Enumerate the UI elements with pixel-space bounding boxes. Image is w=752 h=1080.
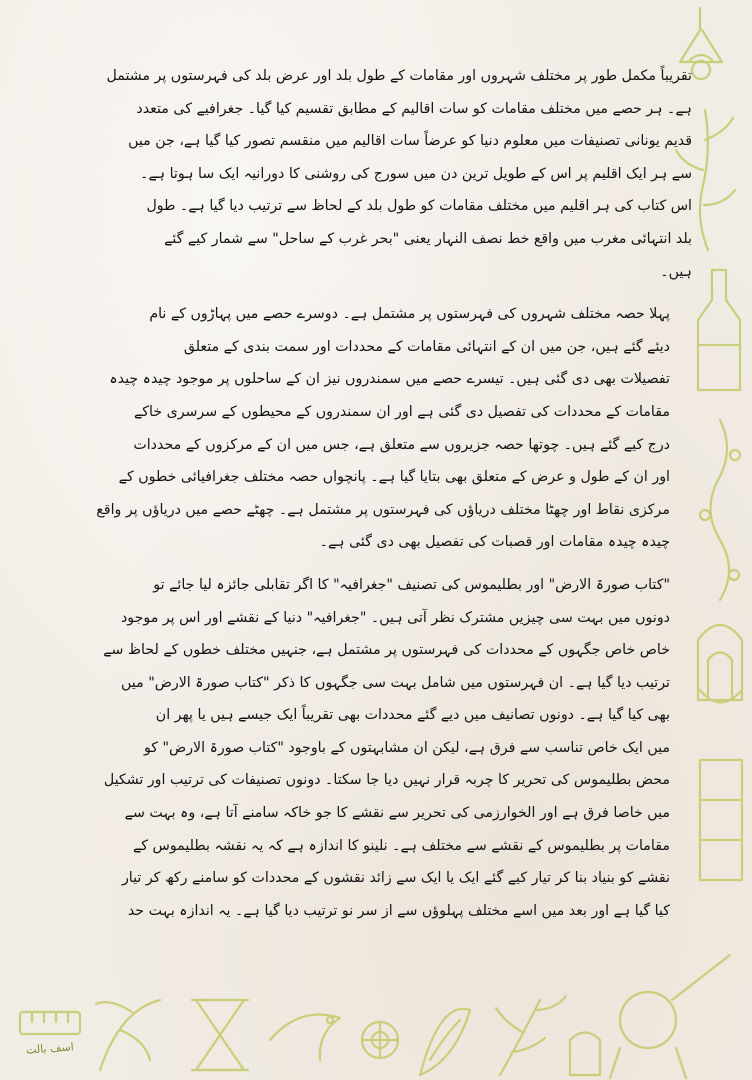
- text-line: تفصیلات بھی دی گئی ہیں۔ تیسرے حصے میں سمندروں نیز ان کے ساحلوں پر موجود چیدہ چیدہ: [109, 371, 670, 388]
- text-line: اس کتاب کی ہر اقلیم میں مختلف مقامات کو طول بلد کے لحاظ سے ترتیب دیا گیا ہے۔ طول: [146, 198, 692, 215]
- text-line: ترتیب دیا گیا ہے۔ ان فہرستوں میں شامل بہت سی جگہوں کا ذکر "کتاب صورۃ الارض" میں: [121, 674, 670, 691]
- text-line: نقشے کو بنیاد بنا کر تیار کیے گئے ایک یا ایک سے زائد نقشوں کے محددات کو سامنے رکھ کر تیار: [121, 870, 670, 887]
- text-line: مقامات کے محددات کی تفصیل دی گئی ہے اور ان سمندروں کے محیطوں کے سرسری خاکے: [133, 403, 670, 420]
- text-line: اور ان کے طول و عرض کے متعلق بھی بتایا گیا ہے۔ پانچواں حصہ مختلف جغرافیائی خطوں کے: [118, 469, 670, 486]
- urdu-text-body: [52, 60, 692, 927]
- text-line: کیا گیا ہے اور بعد میں اسے مختلف پہلوؤں سے از سر نو ترتیب دیا گیا ہے۔ یہ اندازہ بہت حد: [127, 902, 670, 919]
- paragraph-2: [52, 298, 692, 559]
- text-line: خاص خاص جگہوں کے محددات کی فہرستوں پر مشتمل ہے، جنہیں مختلف خطوں کے لحاظ سے: [103, 642, 670, 659]
- border-imprint-text: اسف بالت: [25, 1040, 75, 1057]
- text-line: پہلا حصہ مختلف شہروں کی فہرستوں پر مشتمل ہے۔ دوسرے حصے میں پہاڑوں کے نام: [149, 306, 670, 323]
- text-line: مرکزی نقاط اور چھٹا مختلف دریاؤں کی فہرستوں پر مشتمل ہے۔ چھٹے حصے میں دریاؤں پر واقع: [96, 501, 670, 518]
- text-line: میں ایک خاص تناسب سے فرق ہے، لیکن ان مشابہتوں کے باوجود "کتاب صورۃ الارض" کو: [143, 739, 670, 756]
- text-line: تقریباً مکمل طور پر مختلف شہروں اور مقامات کے طول بلد اور عرض بلد کی فہرستوں پر مشتمل: [106, 68, 692, 84]
- paragraph-1: [52, 60, 692, 288]
- text-line: بلد انتہائی مغرب میں واقع خط نصف النہار یعنی "بحر غرب کے ساحل" سے شمار کیے گئے: [164, 230, 692, 247]
- paragraph-3: [52, 569, 692, 928]
- text-line: ہیں۔: [660, 263, 692, 280]
- text-line: چیدہ چیدہ مقامات اور قصبات کی تفصیل بھی دی گئی ہے۔: [319, 534, 670, 551]
- text-line: قدیم یونانی تصنیفات میں معلوم دنیا کو عرضاً سات اقالیم میں منقسم تصور کیا گیا ہے، جن میں: [128, 133, 692, 150]
- text-line: سے ہر ایک اقلیم پر اس کے طویل ترین دن میں سورج کی روشنی کا دورانیہ ایک سا ہوتا ہے۔: [140, 165, 692, 182]
- text-line: مقامات پر بطلیموس کے نقشے سے مختلف ہے۔ نلینو کا اندازہ ہے کہ یہ نقشہ بطلیموس کے: [132, 837, 670, 854]
- text-line: بھی کیا گیا ہے۔ دونوں تصانیف میں دیے گئے محددات بھی تقریباً ایک جیسے ہیں یا پھر ان: [155, 707, 670, 724]
- text-line: ہے۔ ہر حصے میں مختلف مقامات کو سات اقالیم کے مطابق تقسیم کیا گیا۔ جغرافیے کی متعدد: [136, 100, 692, 117]
- text-line: دیئے گئے ہیں، جن میں ان کے انتہائی مقامات کے محددات اور سمت بندی کے متعلق: [183, 338, 670, 355]
- text-line: درج کیے گئے ہیں۔ چوتھا حصہ جزیروں سے متعلق ہے، جس میں ان کے مرکزوں کے محددات: [133, 436, 670, 453]
- text-line: محض بطلیموس کی تحریر کا چربہ قرار نہیں دیا جا سکتا۔ دونوں تصنیفات کی ترتیب اور تشکیل: [103, 772, 670, 789]
- text-line: دونوں میں بہت سی چیزیں مشترک نظر آتی ہیں۔ "جغرافیہ" دنیا کے نقشے اور اس پر موجود: [120, 609, 670, 626]
- text-line: میں خاصا فرق ہے اور الخوارزمی کی تحریر سے نقشے کا جو خاکہ سامنے آتا ہے، وہ بہت سے: [124, 805, 670, 822]
- text-line: "کتاب صورۃ الارض" اور بطلیموس کی تصنیف "جغرافیہ" کا اگر تقابلی جائزہ لیا جائے تو: [153, 576, 670, 593]
